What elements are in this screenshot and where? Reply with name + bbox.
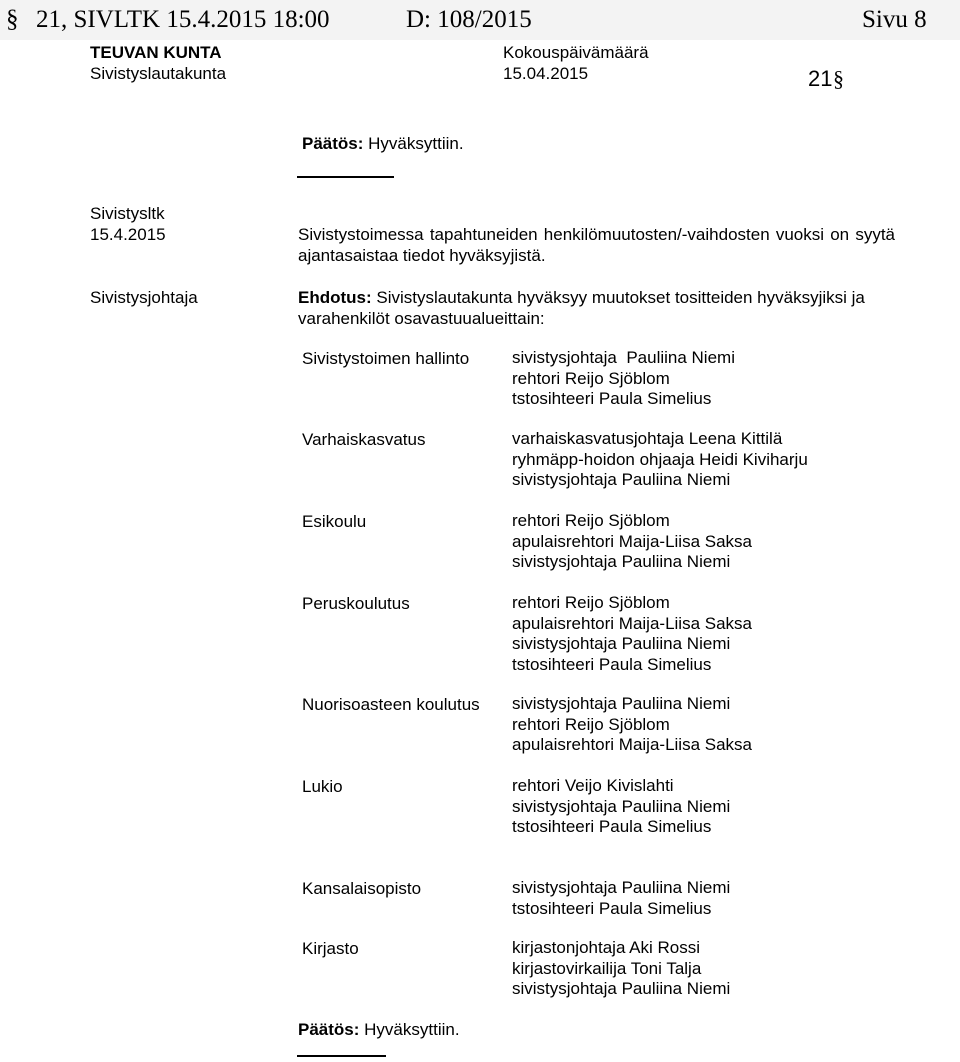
person: tstosihteeri Paula Simelius: [512, 817, 712, 836]
unit-people: [512, 593, 752, 675]
person: sivistysjohtaja Pauliina Niemi: [512, 552, 731, 571]
unit-people: [512, 694, 752, 756]
person: sivistysjohtaja Pauliina Niemi: [512, 796, 731, 816]
unit-people: [512, 776, 730, 838]
unit-name: Varhaiskasvatus: [302, 430, 426, 449]
entry2-proposal: [298, 287, 898, 329]
person: sivistysjohtaja Pauliina Niemi: [512, 878, 731, 897]
date-label: Kokouspäivämäärä: [503, 43, 649, 62]
person: varhaiskasvatusjohtaja Leena Kittilä: [512, 429, 783, 448]
decision-text: Hyväksyttiin.: [368, 134, 464, 153]
proposal-text: Sivistyslautakunta hyväksyy muutokset tositteiden hyväksyjiksi ja varahenkilöt osavastuualueittain:: [298, 288, 865, 328]
person: sivistysjohtaja Pauliina Niemi: [512, 979, 731, 998]
page-number: Sivu 8: [862, 6, 927, 33]
person: rehtori Reijo Sjöblom: [512, 714, 670, 734]
person: rehtori Reijo Sjöblom: [512, 511, 670, 530]
decision-label: Päätös:: [302, 134, 364, 153]
unit-name: Kansalaisopisto: [302, 879, 422, 898]
decision-top: [302, 133, 464, 154]
diary-number: D: 108/2015: [406, 6, 532, 33]
unit-name: Peruskoulutus: [302, 594, 410, 613]
person: sivistysjohtaja Pauliina Niemi: [512, 470, 731, 489]
divider-bottom: [297, 1055, 386, 1057]
person: ryhmäpp-hoidon ohjaaja Heidi Kiviharju: [512, 449, 808, 469]
entry1-text: Sivistystoimessa tapahtuneiden henkilömuutosten/-vaihdosten vuoksi on syytä ajantasaistaa tiedot hyväksyjistä.: [298, 225, 895, 265]
person: sivistysjohtaja Pauliina Niemi: [512, 348, 735, 367]
person: sivistysjohtaja Pauliina Niemi: [512, 634, 731, 653]
unit-name: Sivistystoimen hallinto: [302, 349, 470, 368]
meeting-info: 21, SIVLTK 15.4.2015 18:00: [36, 6, 330, 33]
decision-label: Päätös:: [298, 1020, 360, 1039]
person: kirjastovirkailija Toni Talja: [512, 958, 702, 978]
section-sign: §: [6, 6, 19, 33]
divider-top: [297, 176, 394, 178]
person: tstosihteeri Paula Simelius: [512, 654, 712, 674]
page-header-bar: [0, 0, 960, 40]
board-name: Sivistyslautakunta: [90, 64, 227, 83]
unit-people: [512, 878, 730, 919]
person: tstosihteeri Paula Simelius: [512, 898, 712, 918]
entry2-author: Sivistysjohtaja: [90, 288, 198, 307]
section-number: 21: [808, 66, 833, 91]
person: rehtori Reijo Sjöblom: [512, 593, 670, 612]
person: sivistysjohtaja Pauliina Niemi: [512, 694, 731, 713]
unit-name: Nuorisoasteen koulutus: [302, 695, 480, 714]
person: apulaisrehtori Maija-Liisa Saksa: [512, 613, 753, 633]
unit-people: [512, 348, 735, 410]
person: apulaisrehtori Maija-Liisa Saksa: [512, 735, 753, 754]
entry1-date: 15.4.2015: [90, 225, 166, 244]
section-sign-letterhead: §: [833, 66, 844, 91]
unit-people: [512, 429, 808, 491]
org-name: TEUVAN KUNTA: [90, 43, 222, 62]
person: tstosihteeri Paula Simelius: [512, 389, 712, 408]
unit-people: [512, 938, 730, 1000]
proposal-label: Ehdotus:: [298, 288, 372, 307]
unit-name: Esikoulu: [302, 512, 367, 531]
person: kirjastonjohtaja Aki Rossi: [512, 938, 701, 957]
unit-name: Kirjasto: [302, 939, 359, 958]
decision-bottom: [298, 1019, 460, 1040]
decision-text: Hyväksyttiin.: [364, 1020, 460, 1039]
person: rehtori Reijo Sjöblom: [512, 368, 670, 388]
unit-name: Lukio: [302, 777, 343, 796]
person: rehtori Veijo Kivislahti: [512, 776, 674, 795]
entry1-body: Sivistysltk: [90, 204, 165, 223]
date-value: 15.04.2015: [503, 64, 589, 83]
unit-people: [512, 511, 752, 573]
person: apulaisrehtori Maija-Liisa Saksa: [512, 531, 753, 551]
